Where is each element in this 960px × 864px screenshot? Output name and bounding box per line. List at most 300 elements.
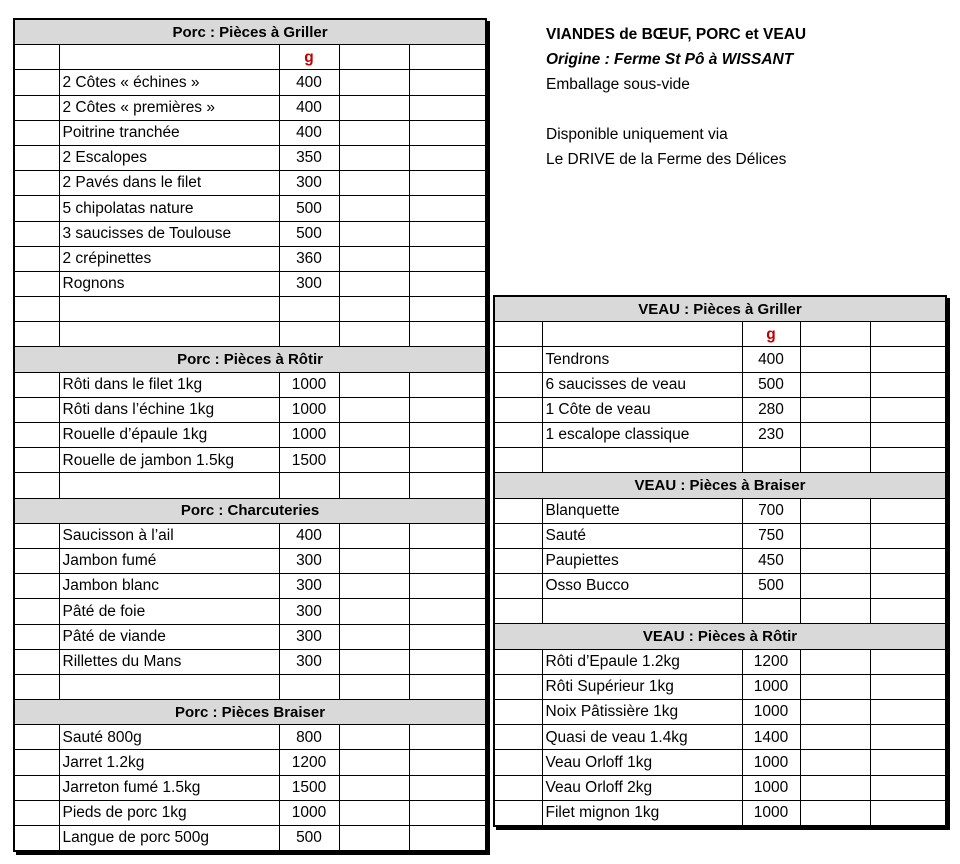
blank-cell [800,498,870,523]
section-header [14,498,486,523]
checkbox-cell [14,196,59,221]
blank-cell [870,498,946,523]
item-name: Sauté 800g [59,725,279,750]
checkbox-cell [14,95,59,120]
checkbox-cell [14,322,59,347]
item-name: Blanquette [542,498,742,523]
item-name: Filet mignon 1kg [542,800,742,826]
porc-table [13,18,487,852]
checkbox-cell [14,750,59,775]
item-weight: 500 [279,196,339,221]
item-name [59,674,279,699]
item-weight: 1500 [279,448,339,473]
checkbox-cell [14,246,59,271]
info-availability-line2: Le DRIVE de la Ferme des Délices [546,151,787,168]
section-header [494,624,946,649]
empty-row [14,473,486,498]
blank-cell [409,45,486,70]
blank-cell [339,574,409,599]
section-header [14,19,486,45]
table-row [494,649,946,674]
item-name: 5 chipolatas nature [59,196,279,221]
blank-cell [339,271,409,296]
item-weight [742,599,800,624]
item-weight: 1000 [279,397,339,422]
table-row [14,171,486,196]
checkbox-cell [14,70,59,95]
table-row [14,246,486,271]
blank-cell [409,271,486,296]
blank-cell [409,800,486,825]
blank-cell [870,599,946,624]
empty-row [14,322,486,347]
item-name: 2 Pavés dans le filet [59,171,279,196]
blank-cell [870,422,946,447]
item-weight: 400 [279,70,339,95]
checkbox-cell [14,599,59,624]
table-row [14,397,486,422]
item-weight: 1000 [279,423,339,448]
blank-cell [870,775,946,800]
blank-cell [870,700,946,725]
table-row [494,800,946,826]
item-name: Quasi de veau 1.4kg [542,725,742,750]
checkbox-cell [14,372,59,397]
item-weight: 1000 [279,800,339,825]
table-row [14,599,486,624]
table-row [494,548,946,573]
blank-cell [339,725,409,750]
checkbox-cell [494,750,542,775]
empty-row [14,297,486,322]
item-name [542,448,742,473]
blank-cell [339,246,409,271]
checkbox-cell [494,448,542,473]
checkbox-cell [494,548,542,573]
section-header [494,296,946,322]
item-weight: 300 [279,171,339,196]
info-title: VIANDES de BŒUF, PORC et VEAU [546,26,807,43]
item-weight: 360 [279,246,339,271]
item-weight [279,297,339,322]
item-name: Rôti dans l’échine 1kg [59,397,279,422]
item-name: 2 Escalopes [59,145,279,170]
blank-cell [409,322,486,347]
blank-cell [339,322,409,347]
checkbox-cell [14,725,59,750]
table-row [14,70,486,95]
table-row [14,826,486,852]
blank-cell [409,397,486,422]
table-row [14,271,486,296]
item-name: 3 saucisses de Toulouse [59,221,279,246]
info-packaging: Emballage sous-vide [546,76,690,93]
item-name: 2 Côtes « premières » [59,95,279,120]
blank-cell [800,725,870,750]
blank-cell [409,297,486,322]
item-weight: 1200 [279,750,339,775]
blank-cell [870,800,946,826]
item-name: 2 crépinettes [59,246,279,271]
checkbox-cell [14,800,59,825]
table-row [494,372,946,397]
checkbox-cell [14,221,59,246]
checkbox-cell [494,397,542,422]
item-weight: 280 [742,397,800,422]
blank-cell [339,523,409,548]
blank-cell [870,725,946,750]
item-weight [742,448,800,473]
blank-cell [409,674,486,699]
item-weight: 230 [742,422,800,447]
item-name: 1 Côte de veau [542,397,742,422]
table-row [494,523,946,548]
blank-cell [339,397,409,422]
checkbox-cell [494,498,542,523]
item-weight [279,674,339,699]
checkbox-cell [494,523,542,548]
table-row [14,624,486,649]
checkbox-cell [494,599,542,624]
blank-cell [409,775,486,800]
blank-cell [800,372,870,397]
table-row [494,498,946,523]
blank-cell [339,674,409,699]
item-weight: 350 [279,145,339,170]
blank-cell [409,246,486,271]
item-weight: 400 [279,523,339,548]
info-origin: Origine : Ferme St Pô à WISSANT [546,51,794,68]
checkbox-cell [14,145,59,170]
blank-cell [409,649,486,674]
section-title: Porc : Pièces Braiser [14,700,486,725]
item-name: 6 saucisses de veau [542,372,742,397]
blank-cell [409,196,486,221]
veau-table [493,295,947,827]
blank-cell [409,523,486,548]
blank-cell [409,473,486,498]
blank-cell [409,372,486,397]
item-name: Jambon blanc [59,574,279,599]
blank-cell [800,649,870,674]
table-row [14,448,486,473]
item-weight: 500 [279,826,339,852]
checkbox-cell [494,800,542,826]
checkbox-cell [494,347,542,372]
item-name: Rouelle de jambon 1.5kg [59,448,279,473]
blank-cell [870,322,946,347]
item-weight: 300 [279,271,339,296]
checkbox-cell [14,473,59,498]
item-name: Tendrons [542,347,742,372]
item-weight: 1200 [742,649,800,674]
item-weight: 300 [279,574,339,599]
blank-cell [870,649,946,674]
blank-cell [870,347,946,372]
unit-label: g [279,45,339,70]
blank-cell [870,448,946,473]
checkbox-cell [14,649,59,674]
checkbox-cell [14,826,59,852]
blank-cell [800,448,870,473]
table-row [494,750,946,775]
item-name [542,599,742,624]
checkbox-cell [494,674,542,699]
blank-cell [339,221,409,246]
blank-cell [870,574,946,599]
blank-cell [339,800,409,825]
table-row [14,750,486,775]
table-row [14,548,486,573]
blank-cell [339,70,409,95]
table-row [494,397,946,422]
item-name: 1 escalope classique [542,422,742,447]
blank-cell [870,548,946,573]
item-name: Langue de porc 500g [59,826,279,852]
checkbox-cell [14,448,59,473]
table-row [14,221,486,246]
blank-cell [800,775,870,800]
blank-cell [339,599,409,624]
blank-cell [800,322,870,347]
blank-cell [409,548,486,573]
checkbox-cell [14,297,59,322]
item-weight: 700 [742,498,800,523]
item-name: Saucisson à l’ail [59,523,279,548]
table-row [494,775,946,800]
blank-cell [870,750,946,775]
blank-cell [339,45,409,70]
item-name: Rôti Supérieur 1kg [542,674,742,699]
blank-cell [339,750,409,775]
blank-cell [339,196,409,221]
section-title: VEAU : Pièces à Rôtir [494,624,946,649]
blank-cell [870,674,946,699]
item-weight: 300 [279,599,339,624]
item-name: Jambon fumé [59,548,279,573]
blank-cell [870,523,946,548]
info-block [546,22,806,172]
checkbox-cell [14,45,59,70]
checkbox-cell [494,422,542,447]
item-weight: 300 [279,649,339,674]
item-weight: 750 [742,523,800,548]
item-weight: 500 [279,221,339,246]
item-name: Paupiettes [542,548,742,573]
blank-cell [800,750,870,775]
item-name: Rôti d’Epaule 1.2kg [542,649,742,674]
section-title: VEAU : Pièces à Griller [494,296,946,322]
blank-cell [800,422,870,447]
blank-cell [339,171,409,196]
item-name: 2 Côtes « échines » [59,70,279,95]
table-row [14,775,486,800]
blank-cell [800,347,870,372]
checkbox-cell [14,548,59,573]
checkbox-cell [14,523,59,548]
checkbox-cell [14,574,59,599]
item-name [59,473,279,498]
blank-cell [409,70,486,95]
blank-cell [409,171,486,196]
table-row [14,725,486,750]
item-name: Jarret 1.2kg [59,750,279,775]
item-weight: 1000 [742,775,800,800]
blank-cell [409,826,486,852]
section-title: Porc : Pièces à Griller [14,19,486,45]
item-weight: 300 [279,548,339,573]
checkbox-cell [494,372,542,397]
item-weight: 1000 [742,800,800,826]
item-name: Osso Bucco [542,574,742,599]
item-name: Rillettes du Mans [59,649,279,674]
blank-cell [409,145,486,170]
blank-cell [339,95,409,120]
blank-cell [409,423,486,448]
item-name: Jarreton fumé 1.5kg [59,775,279,800]
blank-cell [339,624,409,649]
item-name: Rôti dans le filet 1kg [59,372,279,397]
table-row [494,574,946,599]
item-weight: 500 [742,372,800,397]
table-row [494,700,946,725]
table-row [14,800,486,825]
blank-cell [409,750,486,775]
table-row [14,649,486,674]
table-row [14,145,486,170]
checkbox-cell [494,700,542,725]
blank-cell [409,448,486,473]
blank-cell [800,548,870,573]
table-row [14,574,486,599]
item-name: Veau Orloff 1kg [542,750,742,775]
blank-cell [339,649,409,674]
blank-cell [800,523,870,548]
item-weight: 1000 [279,372,339,397]
blank-cell [339,826,409,852]
blank-cell [409,95,486,120]
section-header [494,473,946,498]
blank-cell [339,120,409,145]
item-weight: 400 [742,347,800,372]
checkbox-cell [14,423,59,448]
blank-cell [339,548,409,573]
checkbox-cell [14,674,59,699]
item-name [59,45,279,70]
blank-cell [409,725,486,750]
item-weight: 1000 [742,750,800,775]
section-title: Porc : Pièces à Rôtir [14,347,486,372]
empty-row [14,674,486,699]
blank-cell [800,599,870,624]
checkbox-cell [494,574,542,599]
checkbox-cell [494,322,542,347]
blank-cell [800,700,870,725]
table-row [14,372,486,397]
checkbox-cell [494,649,542,674]
item-weight: 400 [279,95,339,120]
item-name: Poitrine tranchée [59,120,279,145]
blank-cell [409,221,486,246]
blank-cell [800,800,870,826]
blank-cell [339,473,409,498]
checkbox-cell [14,397,59,422]
checkbox-cell [14,271,59,296]
empty-row [494,599,946,624]
section-title: Porc : Charcuteries [14,498,486,523]
item-name: Veau Orloff 2kg [542,775,742,800]
blank-cell [409,599,486,624]
blank-cell [409,120,486,145]
table-row [14,523,486,548]
section-title: VEAU : Pièces à Braiser [494,473,946,498]
blank-cell [339,297,409,322]
blank-cell [800,674,870,699]
blank-cell [409,624,486,649]
item-weight: 1000 [742,700,800,725]
unit-row [14,45,486,70]
blank-cell [870,372,946,397]
item-weight: 1500 [279,775,339,800]
item-weight: 450 [742,548,800,573]
item-weight: 800 [279,725,339,750]
checkbox-cell [14,775,59,800]
blank-cell [339,423,409,448]
unit-label: g [742,322,800,347]
table-row [494,674,946,699]
checkbox-cell [14,171,59,196]
table-row [14,423,486,448]
empty-row [494,448,946,473]
item-name: Rognons [59,271,279,296]
item-weight: 1400 [742,725,800,750]
item-name [542,322,742,347]
table-row [494,422,946,447]
item-name: Noix Pâtissière 1kg [542,700,742,725]
blank-cell [800,574,870,599]
item-weight: 1000 [742,674,800,699]
item-weight [279,322,339,347]
blank-cell [800,397,870,422]
blank-cell [339,372,409,397]
section-header [14,347,486,372]
item-name [59,297,279,322]
item-weight: 400 [279,120,339,145]
item-name: Pieds de porc 1kg [59,800,279,825]
item-name [59,322,279,347]
checkbox-cell [494,725,542,750]
table-row [494,725,946,750]
table-row [14,120,486,145]
unit-row [494,322,946,347]
blank-cell [339,448,409,473]
info-availability-line1: Disponible uniquement via [546,126,728,143]
blank-cell [870,397,946,422]
table-row [494,347,946,372]
item-weight: 500 [742,574,800,599]
item-name: Pâté de viande [59,624,279,649]
section-header [14,700,486,725]
blank-cell [339,775,409,800]
item-name: Sauté [542,523,742,548]
item-name: Pâté de foie [59,599,279,624]
table-row [14,196,486,221]
checkbox-cell [14,624,59,649]
item-weight [279,473,339,498]
blank-cell [409,574,486,599]
item-weight: 300 [279,624,339,649]
checkbox-cell [494,775,542,800]
